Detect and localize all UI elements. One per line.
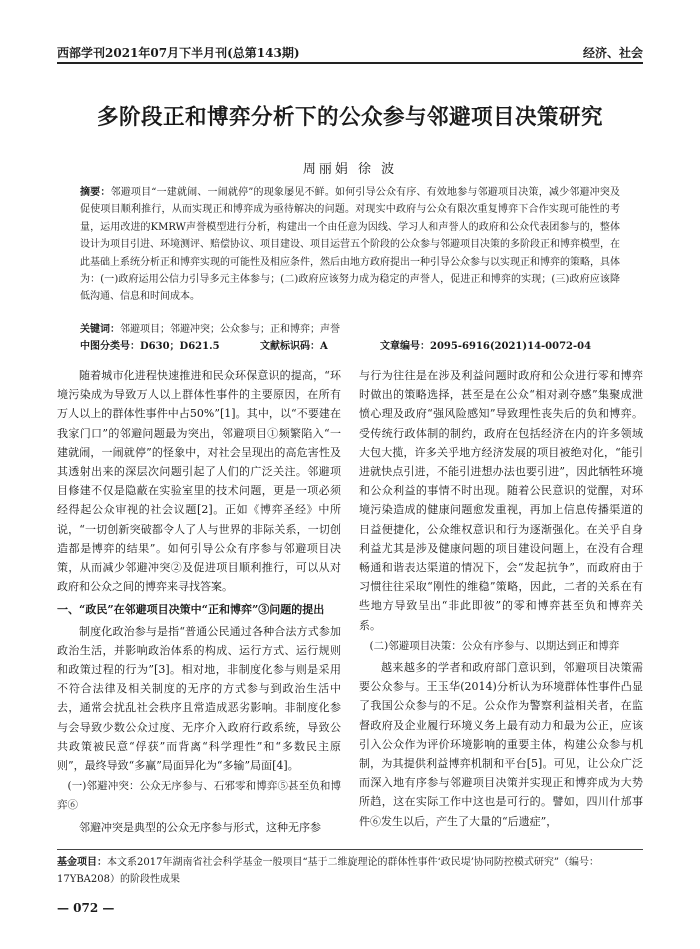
body-column-left <box>57 366 341 837</box>
paragraph: 制度化政治参与是指“普通公民通过各种合法方式参加政治生活，并影响政治体系的构成、运行方式、运行规则和政策过程的行为”[3]。相对地，非制度化参与则是采用不符合法律及相关制度的无序的方式参与到政治生活中去，通常会扰乱社会秩序且常造成恶劣影响。非制度化参与会导致少数公众过度、无序介入政府行政系统，导致公共政策被民意“俘获”而背离“科学理性”和“多数民主原则”，最终导致“多赢”局面异化为“多输”局面[4]。 <box>57 624 341 773</box>
funding-label: 基金项目： <box>57 857 107 868</box>
running-header <box>57 44 643 64</box>
body-column-right <box>359 366 643 831</box>
article-number: 文章编号：2095-6916(2021)14-0072-04 <box>380 341 592 352</box>
classification-number: 中图分类号：D630；D621.5 <box>80 341 220 352</box>
paragraph: 邻避冲突是典型的公众无序参与形式，这种无序参 <box>79 820 321 834</box>
paragraph: 越来越多的学者和政府部门意识到，邻避项目决策需要公众参与。王玉华(2014)分析认为环境群体性事件凸显了我国公众参与的不足。公众作为警察利益相关者，在监督政府及企业履行环境义务上最有动力和最为公正，应该引入公众作为评价环境影响的重要主体，构建公众参与机制，为其提供利益博弈机制和平台[5]。可见，让公众广泛而深入地有序参与邻避项目决策并实现正和博弈成为大势所趋，这在实际工作中这也是可行的。譬如，四川什邡事件⑥发生以后，产生了大量的“后遗症”， <box>359 661 643 828</box>
article-authors: 周丽娟 徐 波 <box>302 162 398 177</box>
article-title: 多阶段正和博弈分析下的公众参与邻避项目决策研究 <box>96 105 603 130</box>
footnote-rule <box>57 849 643 850</box>
document-code: 文献标识码：A <box>260 341 328 352</box>
funding-text: 本文系2017年湖南省社会科学基金一般项目“基于二维旋理论的群体性事件‘政民堤’协同防控模式研究”（编号：17YBA208）的阶段性成果 <box>57 857 600 885</box>
journal-info: 西部学刊2021年07月下半月刊(总第143期) <box>57 46 300 60</box>
abstract-label: 摘要： <box>80 187 111 198</box>
page-number: — 072 — <box>57 901 115 915</box>
keywords-text: 邻避项目；邻避冲突；公众参与；正和博弈；声誉 <box>120 324 340 335</box>
footnote <box>57 849 643 888</box>
paragraph: 随着城市化进程快速推进和民众环保意识的提高，“环境污染成为导致万人以上群体性事件的主要原因，在所有万人以上的群体性事件中占50%”[1]。其中，以“不要建在我家门口”的邻避问题最为突出，邻避项目①频繁陷入“一建就闹，一闹就停”的怪象中，对社会呈现出的高危害性及其透射出来的深层次问题引起了人们的广泛关注。邻避项目修建不仅是隐蔽在实验室里的技术问题，更是一项必须经得起公众审视的社会议题[2]。正如《博弈圣经》中所说，“一切创新突破都令人了人与世界的非际关系，一切创造都是博弈的结果”。如何引导公众有序参与邻避项目决策，从而减少邻避冲突②及促进项目顺利推行，可以从对政府和公众之间的博弈来寻找答案。 <box>57 369 341 594</box>
abstract <box>80 184 620 306</box>
header-rule <box>57 62 643 64</box>
section-heading: 一、“政民”在邻避项目决策中“正和博弈”③问题的提出 <box>57 603 325 617</box>
subsection-heading: (一)邻避冲突：公众无序参与、石邪零和博弈⑤甚至负和博弈⑥ <box>57 780 341 812</box>
section-name: 经济、社会 <box>582 46 643 60</box>
abstract-text: 邻避项目“一建就闹、一闹就停”的现象屡见不鲜。如何引导公众有序、有效地参与邻避项目决策，减少邻避冲突及促使项目顺利推行，从而实现正和博弈成为亟待解决的问题。对现实中政府与公众有限次重复博弈下合作实现可能性的考量，运用改进的KMRW声誉模型进行分析，构建出一个由任意为因线、学习人和声誉人的政府和公众代表团参与的，整体设计为项目引进、环境测评、赔偿协议、项目建设、项目运营五个阶段的公众参与邻避项目决策的多阶段正和博弈模型，在此基础上系统分析正和博弈实现的可能性及相应条件，然后由地方政府提出一种引导公众参与以实现正和博弈的策略，具体为：(一)政府运用公信力引导多元主体参与；(二)政府应该努力成为稳定的声誉人，促进正和博弈的实现；(三)政府应该降低沟通、信息和时间成本。 <box>80 187 620 303</box>
subsection-heading: (二)邻避项目决策：公众有序参与、以期达到正和博弈 <box>369 639 620 652</box>
keywords <box>80 320 620 335</box>
keywords-label: 关键词： <box>80 324 120 335</box>
paragraph: 与行为往往是在涉及利益问题时政府和公众进行零和博弈时做出的策略选择，甚至是在公众“相对剥夺感”集聚成泄愤心理及政府“强风险感知”导致理性丧失后的负和博弈。受传统行政体制的制约，政府在包括经济在内的许多领域大包大揽，许多关乎地方经济发展的项目被绝对化，“能引进就快点引进，不能引进想办法也要引进”，因此牺牲环境和公众利益的事情不时出现。随着公民意识的觉醒，对环境污染造成的健康问题愈发重视，再加上信息传播渠道的日益便捷化，公众维权意识和行为逐渐强化。在关乎自身利益尤其是涉及健康问题的项目建设问题上，在没有合理畅通和谐表达渠道的情况下，会“发起抗争”，而政府由于习惯往往采取“刚性的维稳”策略，因此，二者的关系在有些地方导致呈出“非此即彼”的零和博弈甚至负和博弈关系。 <box>359 369 643 632</box>
